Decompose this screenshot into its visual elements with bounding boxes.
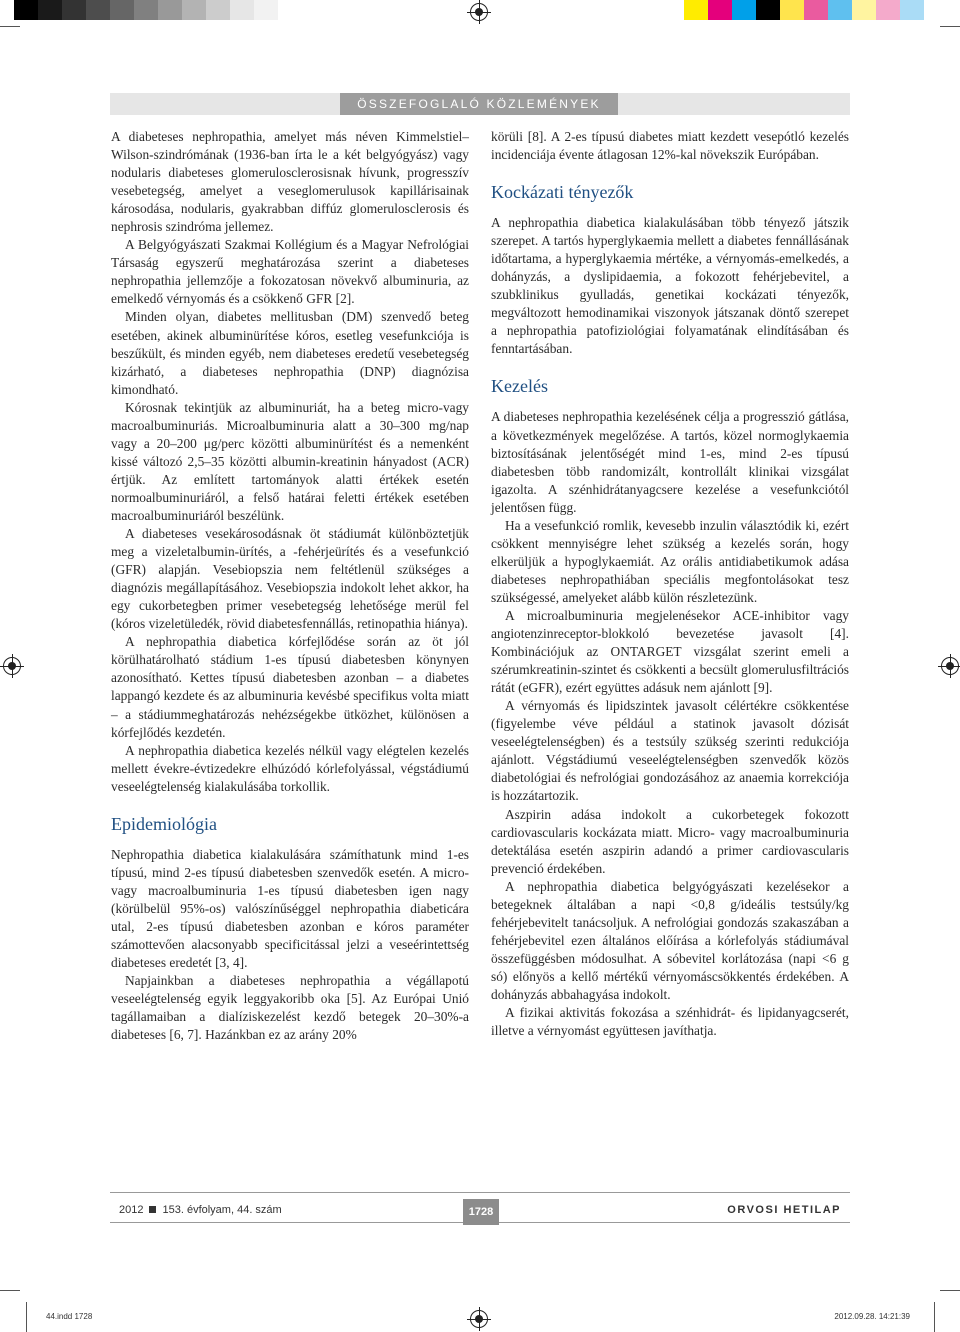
color-swatch [110,0,134,20]
color-swatch [732,0,756,20]
paragraph: Ha a vesefunkció romlik, kevesebb inzulin választódik ki, ezért csökkent mennyiségre lehet szükség a kezelés során, hogy elkerüljük a hypoglykaemiát. Az orális antidiabetikumok adása diabeteses nephropathiában speciális megfontolásokat tesz szükségessé, amelyeket alább külön részletezünk. [491,517,849,605]
paragraph: Minden olyan, diabetes mellitusban (DM) szenvedő beteg esetében, akinek albuminürítése kóros, esetleg vesefunkciója is beszűkült, és minden egyéb, nem diabeteses eredetű vesebetegség kizárható, a diabeteses nephropathia (DNP) diagnózisa kimondható. [111,309,469,397]
paragraph: A diabeteses nephropathia, amelyet más néven Kimmelstiel–Wilson-szindrómának (1936-ban írta le a két belgyógyász) vagy nodularis diabeteses glomerulosclerosisnak hívunk, progresszív vesebetegség, amelyet a veseglomerulusok kapillárisainak károsodása, nodularis, gyakrabban diffúz glomerulosclerosis és nephrosis szindróma jellemez. [111,129,469,235]
color-swatch [230,0,254,20]
crop-mark [0,26,20,27]
slug-timestamp: 2012.09.28. 14:21:39 [834,1312,910,1321]
paragraph: A vérnyomás és lipidszintek javasolt célértékre csökkentése (figyelembe véve például a statinok javasolt dózisát veseelégtelenségben) és a testsúly szükség szerinti redukciója ajánlott. Végstádiumú veseelégtelenségben szenvedők közös diabetológiai és nefrológiai gondozásához az anaemia korrekciója is hozzátartozik. [491,698,849,804]
footer-year: 2012 [119,1204,144,1216]
paragraph: A nephropathia diabetica kezelés nélkül vagy elégtelen kezelés mellett évekre-évtizedekre elhúzódó kórlefolyással, végstádiumú veseelégtelenség kialakulásába torkollik. [111,742,469,794]
paragraph: A Belgyógyászati Szakmai Kollégium és a Magyar Nefrológiai Társaság egyszerű meghatározása szerint a diabeteses nephropathia jellemzője a fokozatosan növekvő albuminuria, az emelkedő vérnyomás és a csökkenő GFR [2]. [111,237,469,307]
paragraph: A diabeteses vesekárosodásnak öt stádiumát különböztetjük meg a vizeletalbumin-ürítés, a -fehérjeürítés és a vesefunkció (GFR) alapján. Vesebiopszia nem feltétlenül szükséges a diagnózis megállapításához. Vesebiopszia indokolt lehet akkor, ha egy cukorbetegben primer vesebetegség lehetősége merül fel (kóros vizeletüledék, rövid diabetesfennállás, retinopathia hiánya). [111,526,469,632]
registration-mark-icon [941,657,959,675]
crop-mark [940,26,960,27]
paragraph: A diabeteses nephropathia kezelésének célja a progresszió gátlása, a következmények megelőzése. A tartós, közel normoglykaemia biztosításának jelentőségét mind 1-es, mind 2-es típusú diabetesben több randomizált, kontrollált klinikai vizsgálat igazolta. A szénhidrátanyagcsere kezelése a vesefunkciótól jelentősen függ. [491,409,849,515]
color-swatch [756,0,780,20]
footer-rule [110,1192,850,1193]
left-column [111,128,469,1044]
paragraph: A microalbuminuria megjelenésekor ACE-inhibitor vagy angiotenzinreceptor-blokkoló bevezetése javasolt [4]. Kombinációjuk az ONTARGET vizsgálat szerint emeli a szérumkreatinin-szintet és csökkenti a becsült glomerulusfiltrációs rátát (eGFR), ezért együttes adásuk nem ajánlott [9]. [491,607,849,696]
color-swatch [708,0,732,20]
paragraph: A nephropathia diabetica belgyógyászati kezelésekor a betegeknek általában a napi <0,8 g/ideális testsúly/kg fehérjebevitelt tanácsoljuk. A nefrológiai gondozás szakaszában a fehérjebevitel ezen általános előírása a kórlefolyás stádiumával összefüggésben módosulhat. A sóbevitel korlátozása (napi <6 g só) előnyös a kellő mértékű vérnyomáscsökkentés érdekében. A dohányzás abbahagyása indokolt. [491,878,849,1002]
section-heading-treatment: Kezelés [491,376,548,397]
registration-mark-icon [470,1310,488,1328]
color-swatch [876,0,900,20]
grayscale-color-strip [14,0,278,20]
paragraph: Nephropathia diabetica kialakulására számíthatunk mind 1-es típusú, mind 2-es típusú diabetesben szenvedők esetén. A micro- vagy macroalbuminuria 1-es típusú diabetesben igen nagy (körülbelül 95%-os) valószínűséggel nephropathia diabeticára utal, 2-es típusú diabetesben azonban e kóros paraméter számottevően alacsonyabb specificitással jelzi a veseérintettség diabeteses eredetét [3, 4]. [111,846,469,971]
color-swatch [852,0,876,20]
paragraph: A fizikai aktivitás fokozása a szénhidrát- és lipidanyagcserét, illetve a vérnyomást együttesen javíthatja. [491,1005,849,1039]
journal-name: ORVOSI HETILAP [727,1204,841,1216]
color-swatch [684,0,708,20]
square-bullet-icon [149,1206,156,1213]
crop-mark [940,1290,960,1291]
color-swatch [134,0,158,20]
paragraph: körüli [8]. A 2-es típusú diabetes miatt kezdett vesepótló kezelés incidenciája évente átlagosan 12%-kal növekszik Európában. [491,129,849,163]
color-swatch [86,0,110,20]
paragraph: Aszpirin adása indokolt a cukorbetegek fokozott cardiovascularis kockázata miatt. Micro- vagy macroalbuminuria detektálása esetén aszpirin adandó a primer cardiovascularis prevenció érdekében. [491,806,849,876]
registration-mark-icon [470,3,488,21]
issue-info [119,1204,282,1216]
color-swatch [62,0,86,20]
registration-mark-icon [3,657,21,675]
process-color-strip [684,0,948,20]
paragraph: A nephropathia diabetica kialakulásában több tényező játszik szerepet. A tartós hyperglykaemia mellett a diabetes fennállásának időtartama, a hyperglykaemia mértéke, a vérnyomás-emelkedés, a dohányzás, a dyslipidaemia, a fokozott fehérjebevitel, a szubklinikus gyulladás, genetikai kockázati tényezők, megváltozott hemodinamikai viszonyok játszanak döntő szerepet a nephropathia patofiziológiai folyamatának elindításában és fenntartásában. [491,215,849,357]
color-swatch [924,0,948,20]
color-swatch [804,0,828,20]
paragraph: Kórosnak tekintjük az albuminuriát, ha a beteg micro-vagy macroalbuminuriás. Microalbuminuria alatt a 30–300 mg/nap vagy a 20–200 μg/perc közötti albuminürítést és a nemenként kissé változó 2,5–35 közötti albumin-kreatinin hányadost (ACR) értjük. Az említett tartományok alatti értékek esetén normoalbuminuriáról, a felső határai feletti értékek esetében macroalbuminuriáról beszélünk. [111,399,469,523]
paragraph: Napjainkban a diabeteses nephropathia a végállapotú veseelégtelenség egyik leggyakoribb oka [5]. Az Európai Unió tagállamaiban a dialíziskezelést kezdő betegek 20–30%-a diabeteses [6, 7]. Hazánkban ez az arány 20% [111,973,469,1043]
crop-mark [934,1302,935,1332]
section-heading-epidemiology: Epidemiológia [111,813,217,834]
color-swatch [254,0,278,20]
color-swatch [206,0,230,20]
color-swatch [182,0,206,20]
color-swatch [38,0,62,20]
crop-mark [26,1302,27,1332]
color-swatch [158,0,182,20]
color-swatch [900,0,924,20]
section-heading-risk-factors: Kockázati tényezők [491,182,634,203]
crop-mark [0,1290,20,1291]
section-label: ÖSSZEFOGLALÓ KÖZLEMÉNYEK [340,93,618,115]
right-column [491,128,849,1040]
slug-file: 44.indd 1728 [46,1312,93,1321]
color-swatch [828,0,852,20]
color-swatch [14,0,38,20]
color-swatch [780,0,804,20]
footer-issue: 153. évfolyam, 44. szám [162,1204,282,1216]
paragraph: A nephropathia diabetica kórfejlődése során az öt jól körülhatárolható stádium 1-es típusú diabetesben könynyen azonosítható. Kettes típusú diabetesben azonban – a diabetes lappangó kezdete és az albuminuria kevésbé specifikus volta miatt – a stádiummeghatározás nehézségekbe ütközhet, különösen a kórfejlődés kezdetén. [111,634,469,740]
page-number: 1728 [463,1199,499,1225]
